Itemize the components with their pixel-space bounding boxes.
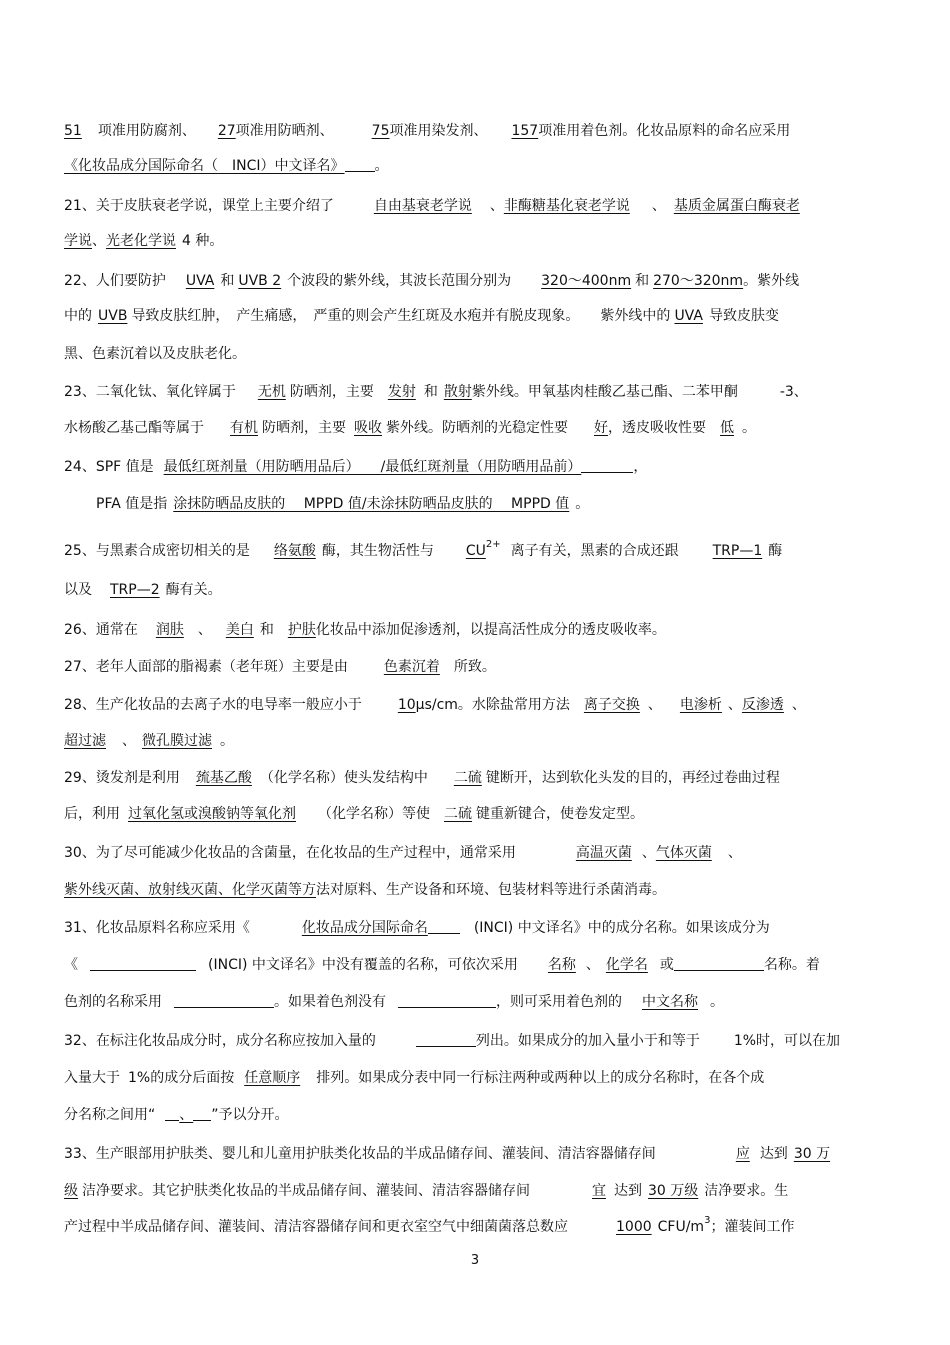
text: 、 [727, 845, 742, 861]
text: ；灌装间工作 [710, 1219, 795, 1235]
question-33 [64, 1144, 894, 1164]
text-line [64, 580, 894, 600]
text: 、 [92, 233, 106, 249]
question-22 [64, 271, 894, 291]
text: 22、人们要防护 [64, 273, 166, 289]
text: 中的 [64, 308, 92, 324]
text: (INCI) 中文译名》中的成分名称。如果该成分为 [473, 920, 770, 936]
answer: 《化妆品成分国际命名（ INCI）中文译名》 [64, 158, 345, 174]
answer: 27 [217, 123, 236, 139]
text: 键断开，达到软化头发的目的，再经过卷曲过程 [485, 770, 780, 786]
answer: 化学名 [605, 957, 648, 973]
superscript: 2+ [485, 539, 501, 550]
answer: 电渗析 [679, 697, 722, 713]
text: 1%的成分后面按 [128, 1070, 235, 1086]
answer: 微孔膜过滤 [142, 733, 212, 749]
question-25 [64, 539, 894, 567]
text: 达到 [614, 1183, 642, 1199]
text: 。 [220, 733, 234, 749]
answer: TRP—2 [110, 582, 160, 598]
answer: UVA [185, 273, 215, 289]
text: 防晒剂，主要 [262, 420, 346, 436]
answer: 有机 [230, 420, 258, 436]
text-line [64, 1215, 894, 1243]
answer: 护肤 [287, 622, 316, 638]
answer: 1000 [616, 1219, 652, 1235]
text: 、 [197, 622, 212, 638]
text: 防晒剂，主要 [289, 384, 374, 400]
blank [398, 993, 496, 1008]
text: 和 [635, 273, 650, 289]
text: 项准用染发剂、 [389, 123, 488, 139]
answer: 10 [397, 697, 416, 713]
answer: 美白 [225, 622, 254, 638]
text: 。 [575, 496, 590, 512]
text: 、 [641, 845, 656, 861]
answer: 化妆品成分国际命名 [301, 920, 428, 936]
text-line [64, 344, 894, 364]
text: 、 [122, 733, 136, 749]
text: ，透皮吸收性要 [608, 420, 706, 436]
text: 个波段的紫外线，其波长范围分别为 [287, 273, 512, 289]
text: 紫外线。防晒剂的光稳定性要 [386, 420, 568, 436]
answer: 巯基乙酸 [195, 770, 252, 786]
answer: 中文名称 [642, 994, 698, 1010]
answer: 低 [720, 420, 734, 436]
answer: 超过滤 [64, 733, 106, 749]
text-line [64, 156, 894, 176]
question-23 [64, 382, 894, 402]
question-27 [64, 657, 894, 677]
answer: 气体灭菌 [655, 845, 712, 861]
answer: 51 [64, 123, 82, 139]
text: PFA 值是指 [96, 496, 168, 512]
text-line [64, 992, 894, 1012]
answer: 非酶糖基化衰老学说 [503, 198, 630, 214]
answer: 润肤 [155, 622, 184, 638]
answer: 级 [64, 1183, 78, 1199]
text: 25、与黑素合成密切相关的是 [64, 543, 250, 559]
answer: CU [465, 543, 486, 559]
question-29 [64, 768, 894, 788]
question-32 [64, 1031, 894, 1051]
text: 33、生产眼部用护肤类、婴儿和儿童用护肤类化妆品的半成品储存间、灌装间、清洁容器储存间 [64, 1146, 656, 1162]
answer: 学说 [64, 233, 92, 249]
text: 、 [727, 697, 742, 713]
text: 26、通常在 [64, 622, 138, 638]
text: 、 [791, 697, 806, 713]
text-line [64, 1068, 894, 1088]
answer: 色素沉着 [383, 659, 440, 675]
blank [174, 993, 274, 1008]
answer: UVA [674, 308, 703, 324]
question-24 [64, 457, 894, 477]
text: 导致皮肤变 [708, 308, 779, 324]
blank [674, 956, 764, 971]
answer: 自由基衰老学说 [373, 198, 472, 214]
superscript: 3 [704, 1215, 711, 1226]
text: 黑、色素沉着以及皮肤老化。 [64, 346, 246, 362]
answer: 270～320nm [653, 273, 744, 289]
text: 和 [220, 273, 235, 289]
text-line [96, 494, 926, 514]
text-line [64, 880, 894, 900]
answer: 络氨酸 [273, 543, 316, 559]
answer: 最低红斑剂量（用防晒用品后） /最低红斑剂量（用防晒用品前） [163, 459, 582, 475]
question-28 [64, 695, 894, 715]
text-line [64, 418, 894, 438]
text: 。如果着色剂没有 [274, 994, 386, 1010]
text: ， [633, 459, 648, 475]
text: μs/cm。水除盐常用方法 [415, 697, 570, 713]
text: 产过程中半成品储存间、灌装间、清洁容器储存间和更衣室空气中细菌菌落总数应 [64, 1219, 568, 1235]
text: 27、老年人面部的脂褐素（老年斑）主要是由 [64, 659, 348, 675]
text: 。 [742, 420, 756, 436]
text: 31、化妆品原料名称应采用《 [64, 920, 250, 936]
answer: 75 [371, 123, 390, 139]
answer: 发射 [387, 384, 416, 400]
answer: UVB [98, 308, 128, 324]
text: 达到 [759, 1146, 788, 1162]
answer: 30 万 [793, 1146, 831, 1162]
text: 4 种。 [182, 233, 224, 249]
text: -3、 [779, 384, 808, 400]
text: 。 [374, 158, 389, 174]
text: 离子有关，黑素的合成还跟 [510, 543, 679, 559]
text: 30、为了尽可能减少化妆品的含菌量，在化妆品的生产过程中，通常采用 [64, 845, 516, 861]
answer: 涂抹防晒品皮肤的 MPPD 值/未涂抹防晒品皮肤的 MPPD 值 [173, 496, 570, 512]
text: ”予以分开。 [211, 1107, 289, 1123]
text: 洁净要求。其它护肤类化妆品的半成品储存间、灌装间、清洁容器储存间 [82, 1183, 530, 1199]
text: 、 [585, 957, 600, 973]
answer: 二硫 [444, 806, 472, 822]
answer: 应 [735, 1146, 750, 1162]
question-21 [64, 196, 894, 216]
answer: 二硫 [453, 770, 482, 786]
blank [416, 1032, 476, 1047]
text-line [64, 1105, 894, 1125]
text: 排列。如果成分表中同一行标注两种或两种以上的成分名称时，在各个成 [316, 1070, 765, 1086]
text: 键重新键合，使卷发定型。 [476, 806, 644, 822]
answer: 320～400nm [541, 273, 632, 289]
text: 21、关于皮肤衰老学说，课堂上主要介绍了 [64, 198, 334, 214]
text: 、 [647, 697, 662, 713]
text: 洁净要求。生 [704, 1183, 789, 1199]
text-line [64, 306, 894, 326]
text: 28、生产化妆品的去离子水的电导率一般应小于 [64, 697, 362, 713]
answer: 高温灭菌 [575, 845, 632, 861]
text: 项准用防晒剂、 [235, 123, 334, 139]
text: 色剂的名称采用 [64, 994, 162, 1010]
text: 29、烫发剂是利用 [64, 770, 180, 786]
page-number: 3 [470, 1253, 480, 1268]
text-line [64, 804, 894, 824]
answer: 名称 [547, 957, 576, 973]
text: （化学名称）等使 [318, 806, 430, 822]
text: ，则可采用着色剂的 [496, 994, 622, 1010]
answer: 无机 [257, 384, 286, 400]
text: 列出。如果成分的加入量小于和等于 [475, 1033, 700, 1049]
answer: 基质金属蛋白酶衰老 [673, 198, 800, 214]
question-31 [64, 918, 894, 938]
text: 项准用着色剂。化妆品原料的命名应采用 [538, 123, 791, 139]
text: CFU/m [657, 1219, 705, 1235]
answer: 紫外线灭菌、放射线灭菌、化学灭菌等方 [64, 882, 316, 898]
text-line [64, 231, 894, 251]
text: 名称。着 [763, 957, 820, 973]
text: 化妆品中添加促渗透剂，以提高活性成分的透皮吸收率。 [315, 622, 666, 638]
text: 和 [259, 622, 274, 638]
answer: UVB 2 [238, 273, 282, 289]
text: 。紫外线 [743, 273, 800, 289]
text: 和 [423, 384, 438, 400]
text: 项准用防腐剂、 [97, 123, 196, 139]
text: 酶有关。 [165, 582, 222, 598]
text: 紫外线。甲氧基肉桂酸乙基己酯、二苯甲酮 [471, 384, 738, 400]
text: 水杨酸乙基己酯等属于 [64, 420, 204, 436]
text: 24、SPF 值是 [64, 459, 154, 475]
text: 23、二氧化钛、氧化锌属于 [64, 384, 236, 400]
blank [90, 956, 196, 971]
question-30 [64, 843, 894, 863]
text: （化学名称）使头发结构中 [259, 770, 428, 786]
text: 、 [651, 198, 666, 214]
answer: 散射 [443, 384, 472, 400]
text: 入量大于 [64, 1070, 120, 1086]
question-26 [64, 620, 894, 640]
answer: 任意顺序 [244, 1070, 301, 1086]
text: 所致。 [453, 659, 496, 675]
text: 后，利用 [64, 806, 120, 822]
answer: 离子交换 [583, 697, 640, 713]
text: 。 [710, 994, 724, 1010]
text: 《 [64, 957, 78, 973]
answer: TRP—1 [712, 543, 763, 559]
text: (INCI) 中文译名》中没有覆盖的名称，可依次采用 [208, 957, 518, 973]
text: 酶，其生物活性与 [321, 543, 434, 559]
text: 、 [489, 198, 504, 214]
text: 导致皮肤红肿， 产生痛感， 严重的则会产生红斑及水疱并有脱皮现象。 紫外线中的 [131, 308, 671, 324]
answer: 光老化学说 [106, 233, 176, 249]
text-line [64, 731, 894, 751]
answer: 157 [511, 123, 539, 139]
text: 法对原料、生产设备和环境、包装材料等进行杀菌消毒。 [316, 882, 666, 898]
answer: 吸收 [354, 420, 382, 436]
text: 以及 [64, 582, 92, 598]
text: 32、在标注化妆品成分时，成分名称应按加入量的 [64, 1033, 376, 1049]
text-line [64, 955, 894, 975]
answer: 反渗透 [741, 697, 784, 713]
answer: 宜 [592, 1183, 606, 1199]
answer: 、 [179, 1107, 194, 1123]
text-line [64, 121, 894, 141]
text: 1%时，可以在加 [733, 1033, 841, 1049]
answer: 30 万级 [648, 1183, 699, 1199]
text-line [64, 1181, 894, 1201]
answer: 好 [594, 420, 608, 436]
answer: 过氧化氢或溴酸钠等氧化剂 [128, 806, 296, 822]
text: 或 [659, 957, 674, 973]
text: 分名称之间用“ [64, 1107, 156, 1123]
text: 酶 [768, 543, 783, 559]
